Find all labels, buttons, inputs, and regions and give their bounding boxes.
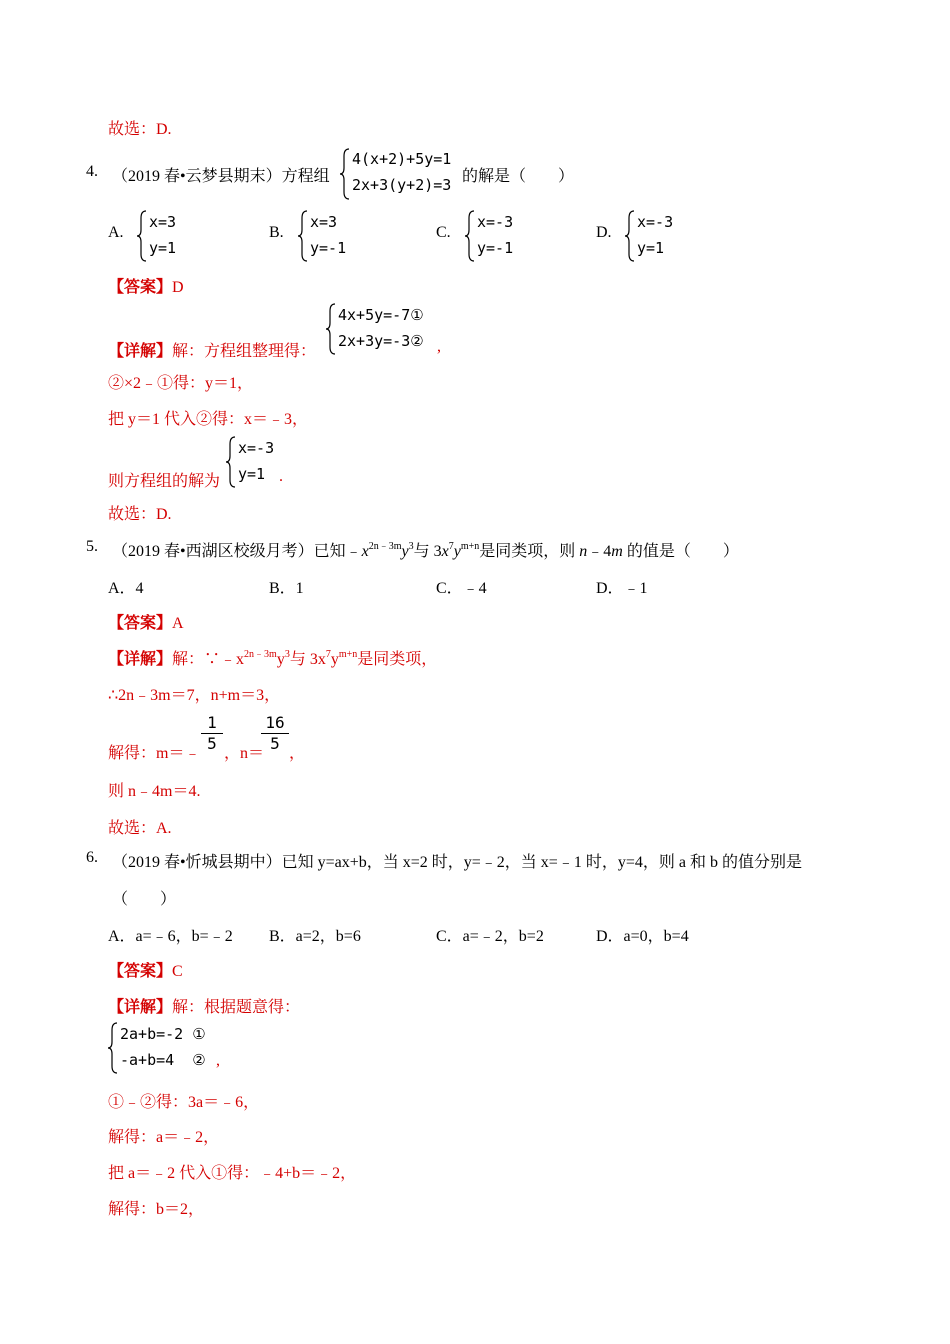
q4-number: 4. — [86, 163, 98, 180]
q5-detail-d: y — [330, 651, 339, 668]
q5-stem-c: 是同类项，则 — [479, 543, 576, 560]
q4-system-eq2: 2x+3(y+2)=3 — [352, 176, 452, 194]
q4-option-b — [298, 210, 358, 262]
q4-step3-end: . — [279, 468, 283, 485]
q4-option-c-label: C. — [436, 224, 451, 241]
brace-icon — [108, 1022, 118, 1074]
detail-tag: 【详解】 — [108, 651, 173, 668]
q4-option-a-line1: x=3 — [149, 213, 177, 231]
q5-detail-exp3: 7 — [325, 649, 331, 660]
q4-option-a-label: A. — [108, 224, 124, 241]
q6-number: 6. — [86, 849, 98, 866]
q5-option-c: C．﹣4 — [436, 580, 487, 597]
q4-option-b-line1: x=3 — [310, 213, 338, 231]
q5-stem-e: 的值是（ ） — [626, 543, 739, 560]
brace-icon — [465, 210, 475, 262]
q4-option-d — [625, 210, 685, 262]
detail-tag: 【详解】 — [108, 999, 173, 1016]
q6-system-eq2: -a+b=4 ② — [120, 1051, 206, 1069]
q4-option-b-label: B. — [269, 224, 284, 241]
prev-conclusion: 故选：D. — [108, 121, 172, 138]
q5-answer-value: A — [172, 615, 184, 632]
q4-option-c — [465, 210, 525, 262]
brace-icon — [340, 148, 350, 200]
q6-answer-value: C — [172, 963, 183, 980]
q5-stem-exp4: m+n — [460, 541, 480, 552]
q5-option-b: B．1 — [269, 580, 304, 597]
q6-system — [108, 1022, 228, 1074]
q6-step2: 解得：a＝﹣2， — [108, 1129, 220, 1146]
q4-solution-eq1: x=-3 — [238, 439, 275, 457]
q5-detail-a: 解：∵﹣x — [172, 651, 245, 668]
answer-tag: 【答案】 — [108, 963, 173, 980]
q5-detail-exp4: m+n — [338, 649, 358, 660]
q4-option-a-line2: y=1 — [149, 239, 177, 257]
q4-option-c-line2: y=-1 — [477, 239, 514, 257]
q5-detail-e: 是同类项， — [357, 651, 438, 668]
q4-detail-eq1: 4x+5y=-7① — [338, 306, 424, 324]
q5-stem-y: y — [401, 543, 409, 560]
q5-stem-b: 与 3 — [413, 543, 442, 560]
brace-icon — [625, 210, 635, 262]
q4-answer — [108, 274, 184, 297]
q4-detail-eq2: 2x+3y=-3② — [338, 332, 424, 350]
brace-icon — [298, 210, 308, 262]
q4-system-eq1: 4(x+2)+5y=1 — [352, 150, 452, 168]
q4-step3-prefix: 则方程组的解为 — [108, 473, 221, 490]
detail-tag: 【详解】 — [108, 343, 173, 360]
q5-step2-a: 解得：m＝﹣ — [108, 745, 201, 762]
brace-icon — [137, 210, 147, 262]
q6-detail — [108, 994, 300, 1017]
q5-step2-c: ， — [289, 745, 306, 762]
q4-stem-suffix: 的解是（ ） — [462, 168, 575, 185]
brace-icon — [326, 303, 336, 355]
q5-fraction-1 — [201, 713, 223, 754]
q5-step2-b: ，n＝ — [224, 745, 265, 762]
q4-detail-system-end: , — [437, 338, 441, 355]
q4-stem-prefix: （2019 春•云梦县期末）方程组 — [112, 168, 330, 185]
q5-detail-c: 与 3x — [289, 651, 326, 668]
q5-stem-a: （2019 春•西湖区校级月考）已知﹣ — [112, 543, 362, 560]
q5-conclusion: 故选：A. — [108, 820, 172, 837]
q5-stem-d: ﹣4 — [587, 543, 612, 560]
q5-detail-b: y — [276, 651, 285, 668]
q5-detail — [108, 646, 437, 669]
q4-option-d-label: D. — [596, 224, 612, 241]
q5-fraction-2 — [261, 713, 289, 754]
q6-system-end: , — [216, 1052, 220, 1069]
q4-answer-value: D — [172, 279, 184, 296]
answer-tag: 【答案】 — [108, 615, 173, 632]
q5-step3: 则 n﹣4m＝4. — [108, 783, 201, 800]
q5-frac1-den: 5 — [207, 734, 217, 753]
q4-step2: 把 y＝1 代入②得：x＝﹣3， — [108, 411, 309, 428]
q5-option-a: A．4 — [108, 580, 144, 597]
q6-option-c: C．a=﹣2，b=2 — [436, 928, 544, 945]
q6-answer — [108, 958, 183, 981]
q5-stem-y2: y — [453, 543, 461, 560]
q6-option-a: A．a=﹣6，b=﹣2 — [108, 928, 233, 945]
q5-frac1-num: 1 — [201, 713, 223, 734]
q5-detail-exp1: 2n﹣3m — [244, 649, 277, 660]
q5-stem-n: n — [579, 543, 588, 560]
q5-answer — [108, 610, 184, 633]
q4-option-d-line2: y=1 — [637, 239, 665, 257]
q4-detail-intro-text: 解：方程组整理得： — [172, 343, 317, 360]
q6-option-b: B．a=2，b=6 — [269, 928, 361, 945]
answer-tag: 【答案】 — [108, 279, 173, 296]
q4-option-a — [137, 210, 197, 262]
q4-option-d-line1: x=-3 — [637, 213, 674, 231]
q4-solution-system — [226, 436, 286, 488]
q5-frac2-den: 5 — [270, 734, 280, 753]
q4-detail-intro — [108, 338, 316, 361]
q5-stem-x2: x — [441, 543, 449, 560]
q4-option-c-line1: x=-3 — [477, 213, 514, 231]
brace-icon — [226, 436, 236, 488]
q6-option-d: D．a=0，b=4 — [596, 928, 689, 945]
q6-detail-intro: 解：根据题意得： — [172, 999, 301, 1016]
q6-paren: （ ） — [112, 891, 177, 908]
q6-stem: （2019 春•忻城县期中）已知 y=ax+b，当 x=2 时，y=﹣2，当 x=﹣1 时，y=4，则 a 和 b 的值分别是 — [112, 854, 802, 871]
q5-detail-exp2: 3 — [284, 649, 290, 660]
q5-stem-x: x — [361, 543, 369, 560]
q5-step1: ∴2n﹣3m＝7，n+m＝3， — [108, 687, 281, 704]
q6-step1: ①﹣②得：3a＝﹣6， — [108, 1094, 260, 1111]
q5-stem — [112, 538, 739, 561]
q6-step4: 解得：b＝2， — [108, 1201, 205, 1218]
q5-stem-exp1: 2n﹣3m — [368, 541, 402, 552]
q6-system-eq1: 2a+b=-2 ① — [120, 1025, 206, 1043]
q4-solution-eq2: y=1 — [238, 465, 266, 483]
q6-step3: 把 a＝﹣2 代入①得：﹣4+b＝﹣2， — [108, 1165, 357, 1182]
q5-option-d: D．﹣1 — [596, 580, 648, 597]
q4-step1: ②×2﹣①得：y＝1， — [108, 375, 254, 392]
q5-stem-exp2: 3 — [408, 541, 414, 552]
q4-option-b-line2: y=-1 — [310, 239, 347, 257]
q5-stem-exp3: 7 — [448, 541, 454, 552]
q5-number: 5. — [86, 538, 98, 555]
q4-detail-system — [326, 303, 451, 355]
q4-system — [340, 148, 465, 200]
q5-frac2-num: 16 — [261, 713, 289, 734]
q5-stem-m: m — [611, 543, 623, 560]
q4-conclusion: 故选：D. — [108, 506, 172, 523]
